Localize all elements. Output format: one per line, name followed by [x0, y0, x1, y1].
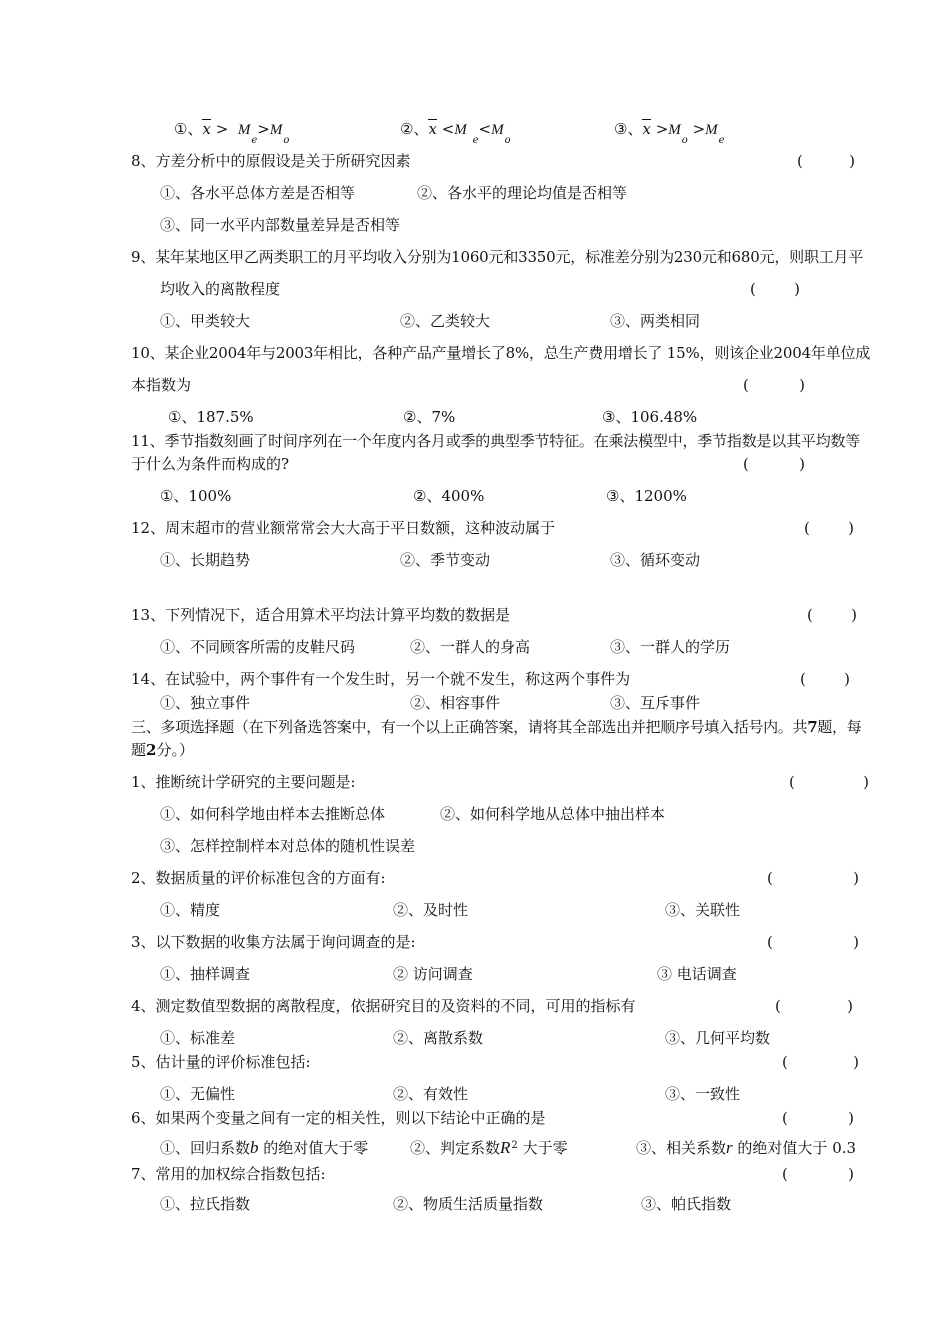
q9-option-2: ②、乙类较大	[400, 312, 491, 330]
m2-option-3: ③、关联性	[665, 901, 741, 919]
q8-option-2: ②、各水平的理论均值是否相等	[417, 184, 628, 202]
m5-option-3: ③、一致性	[665, 1085, 741, 1103]
q12-option-1: ①、长期趋势	[160, 551, 251, 569]
q14-option-3: ③、互斥事件	[610, 694, 701, 712]
answer-blank-q10[interactable]: ( )	[743, 376, 805, 394]
q14-option-2: ②、相容事件	[410, 694, 501, 712]
question-14-stem: 14、在试验中，两个事件有一个发生时，另一个就不发生，称这两个事件为	[131, 670, 631, 688]
question-9-stem-cont: 均收入的离散程度	[160, 280, 281, 298]
q7-option-2: ②、x <M $_e<M_o$	[400, 120, 511, 146]
q13-option-1: ①、不同顾客所需的皮鞋尺码	[160, 638, 356, 656]
q11-option-3: ③、1200%	[606, 487, 687, 505]
answer-blank-q13[interactable]: ( )	[807, 606, 857, 624]
q10-option-3: ③、106.48%	[602, 408, 698, 426]
m4-option-1: ①、标准差	[160, 1029, 236, 1047]
q10-option-1: ①、187.5%	[168, 408, 254, 426]
x-bar-symbol: x	[202, 120, 211, 138]
answer-blank-q8[interactable]: ( )	[797, 152, 855, 170]
answer-blank-m6[interactable]: ( )	[782, 1109, 854, 1127]
m7-option-1: ①、拉氏指数	[160, 1195, 251, 1213]
m2-option-1: ①、精度	[160, 901, 221, 919]
m1-option-3: ③、怎样控制样本对总体的随机性误差	[160, 837, 416, 855]
q11-option-2: ②、400%	[413, 487, 485, 505]
answer-blank-m1[interactable]: ( )	[789, 773, 869, 791]
q8-option-3: ③、同一水平内部数量差异是否相等	[160, 216, 401, 234]
q8-option-1: ①、各水平总体方差是否相等	[160, 184, 356, 202]
multi-question-5-stem: 5、估计量的评价标准包括:	[131, 1053, 311, 1071]
m4-option-2: ②、离散系数	[393, 1029, 484, 1047]
m2-option-2: ②、及时性	[393, 901, 469, 919]
m3-option-1: ①、抽样调查	[160, 965, 251, 983]
m4-option-3: ③、几何平均数	[665, 1029, 771, 1047]
m5-option-1: ①、无偏性	[160, 1085, 236, 1103]
m3-option-2: ② 访问调查	[393, 965, 473, 983]
section-3-heading-cont: 题2分。）	[131, 741, 194, 759]
answer-blank-q12[interactable]: ( )	[804, 519, 854, 537]
q13-option-3: ③、一群人的学历	[610, 638, 731, 656]
m6-option-3: ③、相关系数r 的绝对值大于 0.3	[636, 1138, 857, 1157]
multi-question-3-stem: 3、以下数据的收集方法属于询问调查的是:	[131, 933, 416, 951]
question-12-stem: 12、周末超市的营业额常常会大大高于平日数额，这种波动属于	[131, 519, 556, 537]
question-11-stem-cont: 于什么为条件而构成的?	[131, 455, 290, 473]
answer-blank-q11[interactable]: ( )	[743, 455, 805, 473]
answer-blank-q14[interactable]: ( )	[800, 670, 850, 688]
multi-question-2-stem: 2、数据质量的评价标准包含的方面有:	[131, 869, 386, 887]
m7-option-2: ②、物质生活质量指数	[393, 1195, 544, 1213]
q7-option-1: ①、$x > M_e>M_o$	[174, 120, 290, 146]
section-3-heading: 三、多项选择题（在下列备选答案中，有一个以上正确答案，请将其全部选出并把顺序号填入括号内。共7题，每	[131, 718, 862, 736]
m7-option-3: ③、帕氏指数	[641, 1195, 732, 1213]
answer-blank-m7[interactable]: ( )	[782, 1165, 854, 1183]
q11-option-1: ①、100%	[160, 487, 232, 505]
m5-option-2: ②、有效性	[393, 1085, 469, 1103]
m1-option-1: ①、如何科学地由样本去推断总体	[160, 805, 386, 823]
answer-blank-m5[interactable]: ( )	[782, 1053, 859, 1071]
q7-option-3: ③、$x >M_o >M_e$	[614, 120, 725, 146]
m6-option-1: ①、回归系数b 的绝对值大于零	[160, 1138, 369, 1157]
question-11-stem: 11、季节指数刻画了时间序列在一个年度内各月或季的典型季节特征。在乘法模型中，季节指数是以其平均数等	[131, 432, 861, 450]
multi-question-1-stem: 1、推断统计学研究的主要问题是:	[131, 773, 356, 791]
question-10-stem-cont: 本指数为	[131, 376, 192, 394]
q13-option-2: ②、一群人的身高	[410, 638, 531, 656]
m3-option-3: ③ 电话调查	[657, 965, 737, 983]
q14-option-1: ①、独立事件	[160, 694, 251, 712]
q12-option-3: ③、循环变动	[610, 551, 701, 569]
multi-question-6-stem: 6、如果两个变量之间有一定的相关性，则以下结论中正确的是	[131, 1109, 546, 1127]
question-8-stem: 8、方差分析中的原假设是关于所研究因素	[131, 152, 411, 170]
q9-option-1: ①、甲类较大	[160, 312, 251, 330]
question-9-stem: 9、某年某地区甲乙两类职工的月平均收入分别为1060元和3350元，标准差分别为230元和680元，则职工月平	[131, 248, 864, 266]
m1-option-2: ②、如何科学地从总体中抽出样本	[440, 805, 666, 823]
multi-question-4-stem: 4、测定数值型数据的离散程度，依据研究目的及资料的不同，可用的指标有	[131, 997, 636, 1015]
multi-question-7-stem: 7、常用的加权综合指数包括:	[131, 1165, 326, 1183]
question-13-stem: 13、下列情况下，适合用算术平均法计算平均数的数据是	[131, 606, 511, 624]
answer-blank-m4[interactable]: ( )	[775, 997, 853, 1015]
answer-blank-m3[interactable]: ( )	[767, 933, 859, 951]
q10-option-2: ②、7%	[403, 408, 456, 426]
answer-blank-q9[interactable]: ( )	[750, 280, 800, 298]
q9-option-3: ③、两类相同	[610, 312, 701, 330]
m6-option-2: ②、判定系数$R^2$ 大于零	[410, 1138, 568, 1157]
q12-option-2: ②、季节变动	[400, 551, 491, 569]
question-10-stem: 10、某企业2004年与2003年相比，各种产品产量增长了8%，总生产费用增长了 15%，则该企业2004年单位成	[131, 344, 871, 362]
answer-blank-m2[interactable]: ( )	[767, 869, 859, 887]
